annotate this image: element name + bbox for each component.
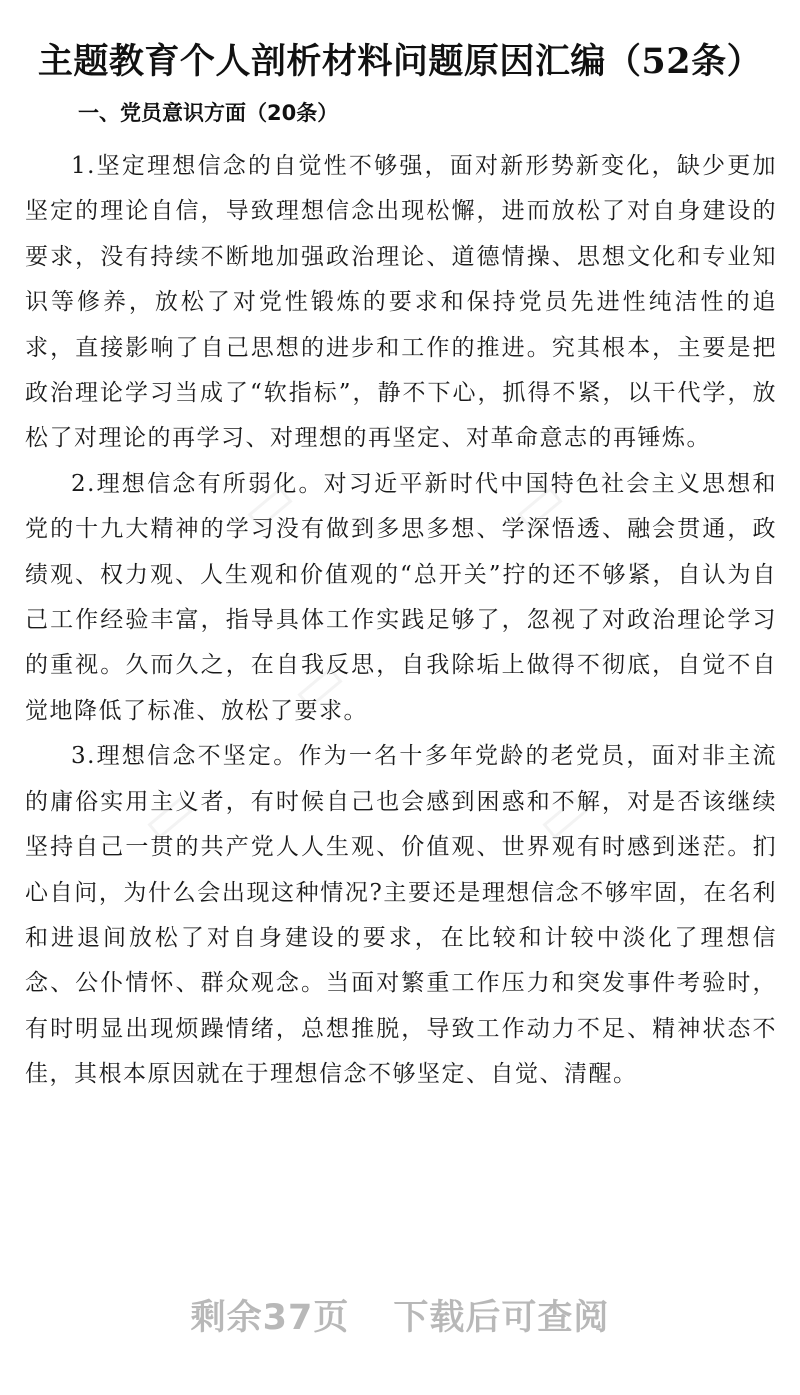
download-hint-label: 下载后可查阅 [393, 1298, 610, 1338]
section-heading: 一、党员意识方面（20条） [78, 101, 339, 125]
paragraph-1: 1.坚定理想信念的自觉性不够强，面对新形势新变化，缺少更加坚定的理论自信，导致理想信念出现松懈，进而放松了对自身建设的要求，没有持续不断地加强政治理论、道德情操、思想文化和专业知识等修养，放松了对党性锻炼的要求和保持党员先进性纯洁性的追求，直接影响了自己思想的进步和工作的推进。究其根本，主要是把政治理论学习当成了“软指标”，静不下心，抓得不紧，以干代学，放松了对理论的再学习、对理想的再坚定、对革命意志的再锤炼。 [25, 153, 777, 452]
paragraph-2: 2.理想信念有所弱化。对习近平新时代中国特色社会主义思想和党的十九大精神的学习没有做到多思多想、学深悟透、融会贯通，政绩观、权力观、人生观和价值观的“总开关”拧的还不够紧，自认为自己工作经验丰富，指导具体工作实践足够了，忽视了对政治理论学习的重视。久而久之，在自我反思，自我除垢上做得不彻底，自觉不自觉地降低了标准、放松了要求。 [25, 470, 777, 724]
paragraph-3: 3.理想信念不坚定。作为一名十多年党龄的老党员，面对非主流的庸俗实用主义者，有时候自己也会感到困惑和不解，对是否该继续坚持自己一贯的共产党人人生观、价值观、世界观有时感到迷茫。扪心自问，为什么会出现这种情况?主要还是理想信念不够牢固，在名利和进退间放松了对自身建设的要求，在比较和计较中淡化了理想信念、公仆情怀、群众观念。当面对繁重工作压力和突发事件考验时，有时明显出现烦躁情绪，总想推脱，导致工作动力不足、精神状态不佳，其根本原因就在于理想信念不够坚定、自觉、清醒。 [25, 743, 777, 1088]
document-title: 主题教育个人剖析材料问题原因汇编（52条） [37, 41, 763, 82]
download-banner[interactable] [0, 1290, 800, 1346]
document-body [25, 144, 777, 1098]
remaining-pages-label: 剩余37页 [190, 1298, 350, 1338]
